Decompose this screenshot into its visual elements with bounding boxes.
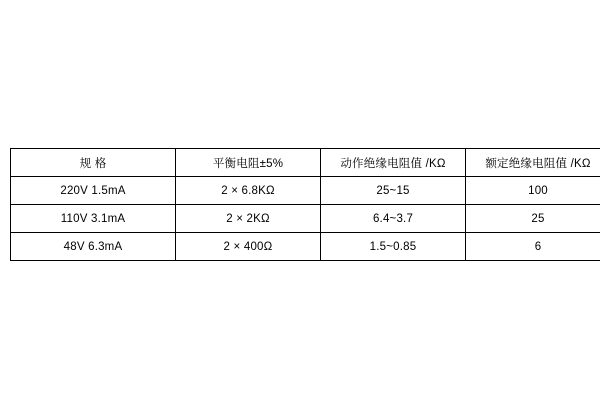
table-row	[11, 177, 600, 205]
cell-spec: 110V 3.1mA	[11, 205, 176, 233]
spec-table-container	[10, 148, 590, 261]
cell-rated-insulation-resistance: 100	[466, 177, 600, 205]
cell-action-insulation-resistance: 25~15	[321, 177, 466, 205]
cell-balance-resistance: 2 × 400Ω	[176, 233, 321, 261]
cell-action-insulation-resistance: 1.5~0.85	[321, 233, 466, 261]
cell-balance-resistance: 2 × 2KΩ	[176, 205, 321, 233]
column-header-spec: 规 格	[11, 149, 176, 177]
specification-table	[10, 148, 600, 261]
column-header-balance-resistance: 平衡电阻±5%	[176, 149, 321, 177]
table-row	[11, 233, 600, 261]
table-row	[11, 205, 600, 233]
cell-action-insulation-resistance: 6.4~3.7	[321, 205, 466, 233]
table-header-row	[11, 149, 600, 177]
cell-balance-resistance: 2 × 6.8KΩ	[176, 177, 321, 205]
cell-rated-insulation-resistance: 25	[466, 205, 600, 233]
cell-rated-insulation-resistance: 6	[466, 233, 600, 261]
cell-spec: 220V 1.5mA	[11, 177, 176, 205]
column-header-rated-insulation-resistance: 额定绝缘电阻值 /KΩ	[466, 149, 600, 177]
cell-spec: 48V 6.3mA	[11, 233, 176, 261]
column-header-action-insulation-resistance: 动作绝缘电阻值 /KΩ	[321, 149, 466, 177]
